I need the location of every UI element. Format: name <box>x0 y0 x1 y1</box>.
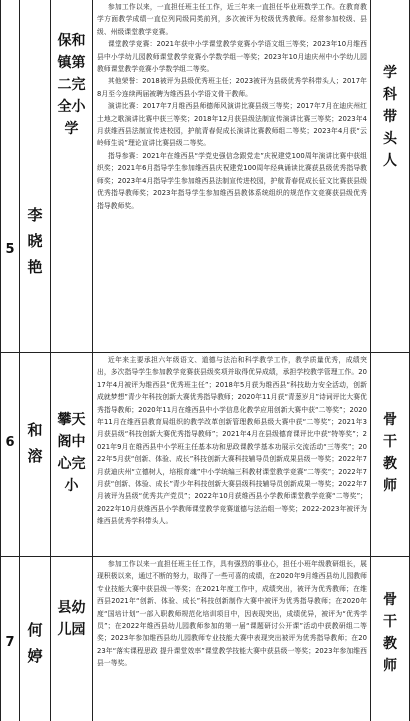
unit-char: 心完 <box>57 456 86 472</box>
title-cell <box>371 557 409 721</box>
deeds-text <box>97 1 367 212</box>
title-char: 师 <box>383 478 397 494</box>
unit-char: 全小 <box>57 99 86 115</box>
table-row <box>1 353 409 557</box>
title-char: 教 <box>383 636 397 652</box>
school-unit <box>51 409 92 497</box>
teacher-name <box>20 202 50 280</box>
deeds-paragraph: 其他荣誉：2018被评为县级优秀班主任；2023被评为县级优秀学科带头人；2017年8月至今连续两届被聘为维西县小学语文骨干教师。 <box>97 77 367 98</box>
row-number: 6 <box>5 435 15 450</box>
title-char: 师 <box>383 658 397 674</box>
title-char: 人 <box>383 153 397 169</box>
teacher-name <box>20 617 50 669</box>
unit-cell <box>51 557 93 721</box>
deeds-text <box>97 558 367 670</box>
row-number: 7 <box>5 635 15 650</box>
deeds-text <box>97 354 367 528</box>
deeds-cell <box>93 0 371 352</box>
row-number-cell <box>1 353 20 556</box>
unit-char: 学 <box>64 121 79 137</box>
title-char: 科 <box>383 87 397 103</box>
name-char: 艳 <box>27 258 43 276</box>
name-char: 李 <box>27 206 43 224</box>
unit-char: 县幼 <box>57 600 86 616</box>
unit-cell <box>51 353 93 556</box>
teacher-title <box>371 589 409 677</box>
name-cell <box>20 557 51 721</box>
unit-char: 阁中 <box>57 434 86 450</box>
title-char: 带 <box>383 109 397 125</box>
title-cell <box>371 0 409 352</box>
name-char: 晓 <box>27 232 43 250</box>
row-number: 5 <box>5 242 15 257</box>
deeds-paragraph: 指导参赛：2021年在维西县“学党史强信念跟党走”庆祝建党100周年演讲比赛中获组织奖；2021年6月指导学生参加维西县庆祝建党100周年经典诵读比赛获县级优秀指导教师奖；2023年4月指导学生参加维西县法制宣传进校园，护航青春促成长征文比赛获县级优秀指导教师奖；2023年指导学生参加维西县教体系统组织的规范作文竞赛获县级优秀指导教师奖。 <box>97 151 367 210</box>
name-char: 婷 <box>27 647 43 665</box>
name-char: 何 <box>27 621 43 639</box>
teacher-title <box>371 409 409 497</box>
name-char: 和 <box>27 421 43 439</box>
unit-char: 二完 <box>57 77 86 93</box>
table-row <box>1 557 409 721</box>
unit-cell <box>51 0 93 352</box>
school-unit <box>51 30 92 140</box>
name-char: 溶 <box>27 447 43 465</box>
title-char: 头 <box>383 131 397 147</box>
title-char: 骨 <box>383 412 397 428</box>
deeds-paragraph: 演讲比赛：2017年7月维西县师德师风演讲比赛县级三等奖；2017年7月在迪庆州红土地之歌演讲比赛中获三等奖；2018年12月获县级法制宣传演讲比赛三等奖；2023年4月获维西县法制宣传进校园，护航青春促成长演讲比赛教师组二等奖；2023年4月获“云岭师生说”理论宣讲比赛县级二等奖。 <box>97 102 367 148</box>
deeds-paragraph: 近年来主要承担六年级语文、道德与法治和科学教学工作，教学质量优秀，成绩突出，多次指导学生参加教学竞赛获县级奖项并取得优异成绩，承担学校教学管理工作。2017年4月被评为维西县“优秀班主任”；2018年5月获为维西县“科技助力安全活动，创新成就梦想”青少年科技创新大赛优秀指导教师；2020年11月获“青葱岁月”诗词评比大赛优秀指导教师；2020年11月在维西县中小学信息化教学应用创新大赛中获“二等奖”；2020年11月在维西县教育局组织的教学改革创新管理教师县级大赛中获“二等奖”；2021年3月获县级“科技创新大赛优秀指导教师”；2021年4月在县级德育课评比中获“特等奖”；2021年9月在维西县中小学班主任基本功和思政课教学基本功展示交流活动“三等奖”；2022年5月获“创新、体验、成长”科技创新大赛科技辅导员创新成果县级一等奖；2022年7月获迪庆州“立德树人，培根育魂”中小学统编三科教材课堂教学竞赛“二等奖”；2022年7月获“创新、体验、成长”青少年科技创新大赛县级科技辅导员创新成果一等奖；2022年7月被评为县级“优秀共产党员”；2022年10月获维西县小学教师课堂教学竞赛“二等奖”；2022年10月获维西县小学教师课堂教学竞赛道德与法治组一等奖；2022-2023年被评为维西县优秀学科带头人。 <box>97 356 367 526</box>
deeds-paragraph: 参加工作以来，一直担任班主任工作，近三年来一直担任毕业班数学工作。在教育教学方面教学成绩一直位列同级同类前列，多次被评为校级优秀教师。经常参加校级、县级、州级课堂教学竞赛。 <box>97 3 367 36</box>
deeds-cell <box>93 557 371 721</box>
unit-char: 保和 <box>57 33 86 49</box>
table-row <box>1 0 409 353</box>
title-cell <box>371 353 409 556</box>
row-number-cell <box>1 557 20 721</box>
school-unit <box>51 597 92 641</box>
name-cell <box>20 353 51 556</box>
title-char: 教 <box>383 456 397 472</box>
title-char: 干 <box>383 434 397 450</box>
unit-char: 儿园 <box>57 622 86 638</box>
name-cell <box>20 0 51 352</box>
unit-char: 小 <box>64 478 79 494</box>
teacher-name <box>20 417 50 469</box>
title-char: 骨 <box>383 592 397 608</box>
teacher-title <box>371 62 409 172</box>
deeds-cell <box>93 353 371 556</box>
unit-char: 镇第 <box>57 55 86 71</box>
row-number-cell <box>1 0 20 352</box>
unit-char: 攀天 <box>57 412 86 428</box>
deeds-paragraph: 参加工作以来一直担任班主任工作，具有强烈的事业心，担任小班年级教研组长，展现积极以来，通过不断的努力，取得了一些可喜的成绩，在2020年9月维西县幼儿园教师专业技能大赛中获县级一等奖；在2021年度工作中，成绩突出，被评为优秀教师；在维西县2021年“创新、体验、成长”科技创新制作大赛中被评为优秀指导教师；在2020年度“国培计划”一部入职教师规范化培训项目中，因表现突出，成绩优异，被评为“优秀学员”；在2022年维西县幼儿园教师参加的第一届“课题研讨公开课”活动中获教研组二等奖；2023年参加维西县幼儿园教师专业技能大赛中表现突出被评为优秀指导教师；在2023年“落实课程思政 提升课堂效率”课堂教学技能大赛中获县级一等奖；2023年参加维西县一等奖。 <box>97 560 367 668</box>
title-char: 学 <box>383 65 397 81</box>
deeds-paragraph: 课堂教学竞赛：2021年获中小学课堂教学竞赛小学语文组三等奖；2023年10月维西县中小学幼儿园教师课堂教学竞赛小学数学组一等奖；2023年10月迪庆州中小学幼儿园教师课堂教学竞赛小学数学组二等奖。 <box>97 40 367 74</box>
title-char: 干 <box>383 614 397 630</box>
